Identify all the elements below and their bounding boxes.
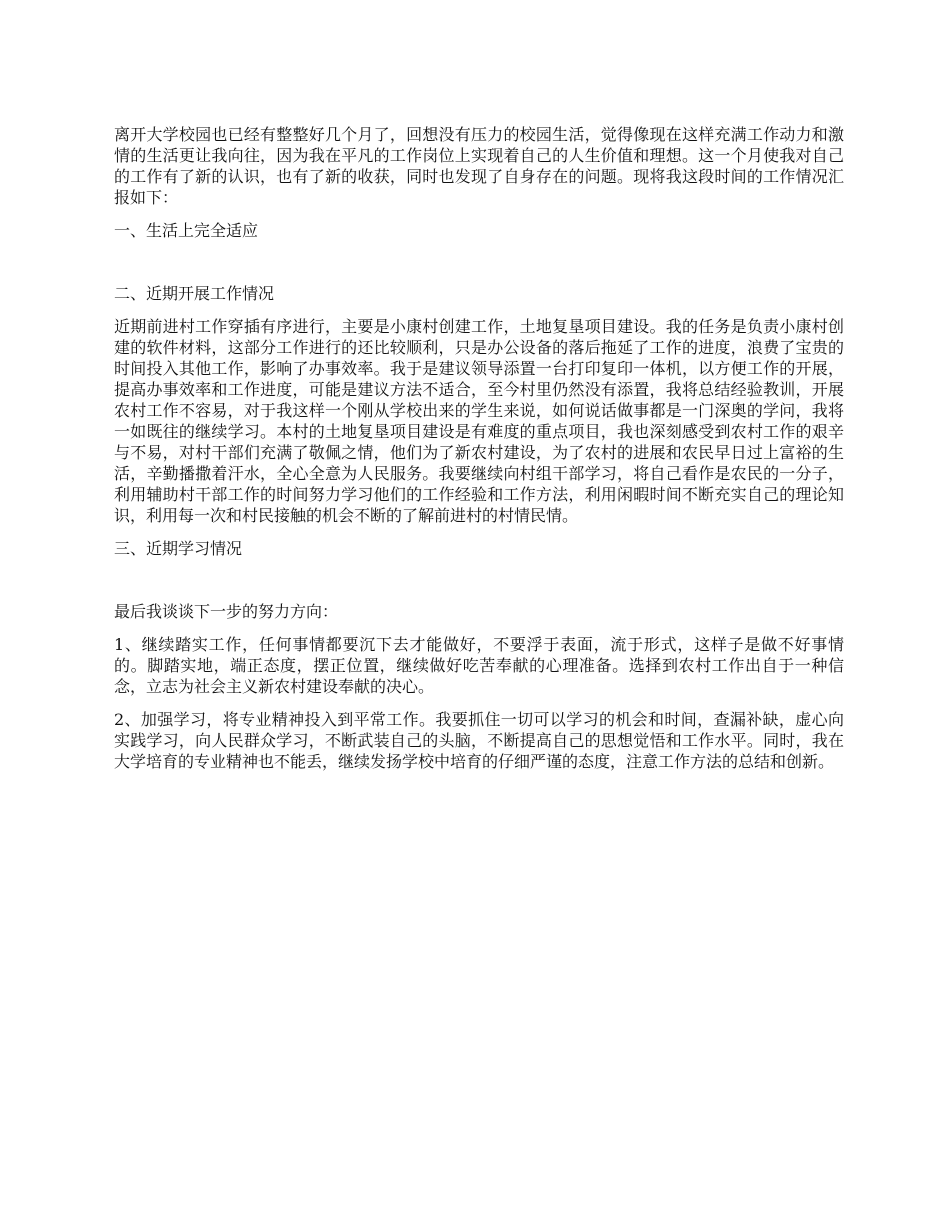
intro-paragraph: 离开大学校园也已经有整整好几个月了，回想没有压力的校园生活，觉得像现在这样充满工作动力和激情的生活更让我向往，因为我在平凡的工作岗位上实现着自己的人生价值和理想。这一个月使我对自己的工作有了新的认识，也有了新的收获，同时也发现了自身存在的问题。现将我这段时间的工作情况汇报如下： (114, 125, 844, 207)
next-steps-intro: 最后我谈谈下一步的努力方向： (114, 602, 339, 621)
document-body (114, 124, 844, 784)
section-heading-recent-work: 二、近期开展工作情况 (114, 284, 275, 303)
section-heading-life-adaptation: 一、生活上完全适应 (114, 221, 259, 240)
next-step-item-1: 1、继续踏实工作，任何事情都要沉下去才能做好，不要浮于表面，流于形式，这样子是做不好事情的。脚踏实地，端正态度，摆正位置，继续做好吃苦奉献的心理准备。选择到农村工作出自于一种信念，立志为社会主义新农村建设奉献的决心。 (114, 635, 844, 696)
recent-work-paragraph: 近期前进村工作穿插有序进行，主要是小康村创建工作，土地复垦项目建设。我的任务是负责小康村创建的软件材料，这部分工作进行的还比较顺利，只是办公设备的落后拖延了工作的进度，浪费了宝贵的时间投入其他工作，影响了办事效率。我于是建议领导添置一台打印复印一体机，以方便工作的开展，提高办事效率和工作进度，可能是建议方法不适合，至今村里仍然没有添置，我将总结经验教训，开展农村工作不容易，对于我这样一个刚从学校出来的学生来说，如何说话做事都是一门深奥的学问，我将一如既往的继续学习。本村的土地复垦项目建设是有难度的重点项目，我也深刻感受到农村工作的艰辛与不易，对村干部们充满了敬佩之情，他们为了新农村建设，为了农村的进展和农民早日过上富裕的生活，辛勤播撒着汗水，全心全意为人民服务。我要继续向村组干部学习，将自己看作是农民的一分子，利用辅助村干部工作的时间努力学习他们的工作经验和工作方法，利用闲暇时间不断充实自己的理论知识，利用每一次和村民接触的机会不断的了解前进村的村情民情。 (114, 317, 844, 525)
next-step-item-2: 2、加强学习，将专业精神投入到平常工作。我要抓住一切可以学习的机会和时间，查漏补缺，虚心向实践学习，向人民群众学习，不断武装自己的头脑，不断提高自己的思想觉悟和工作水平。同时，我在大学培育的专业精神也不能丢，继续发扬学校中培育的仔细严谨的态度，注意工作方法的总结和创新。 (114, 710, 844, 771)
section-heading-recent-study: 三、近期学习情况 (114, 539, 243, 558)
